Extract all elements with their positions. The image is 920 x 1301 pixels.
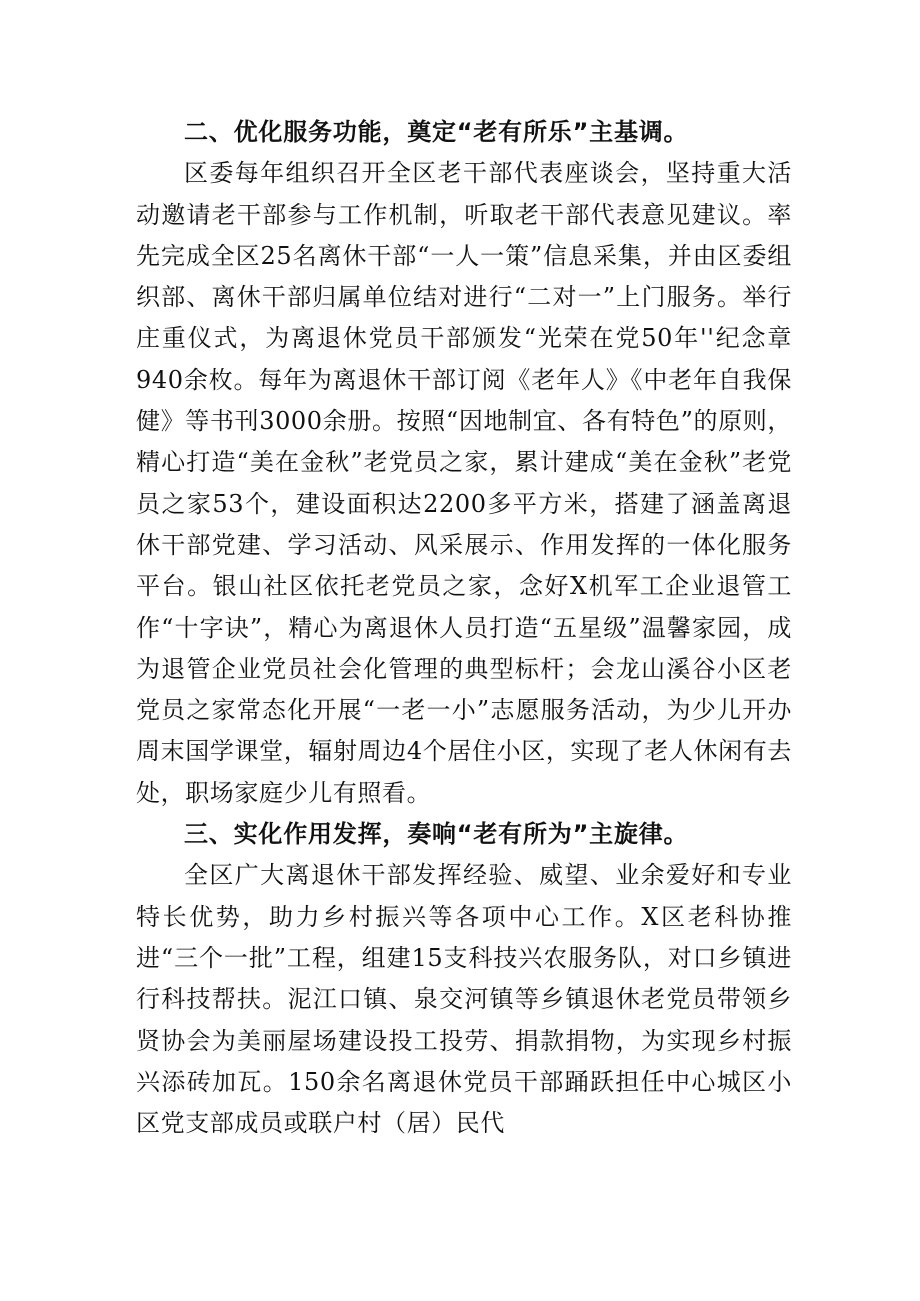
section-3-paragraph: 全区广大离退休干部发挥经验、威望、业余爱好和专业特长优势，助力乡村振兴等各项中心工作。X区老科协推进“三个一批”工程，组建15支科技兴农服务队，对口乡镇进行科技帮扶。泥江口镇、泉交河镇等乡镇退休老党员带领乡贤协会为美丽屋场建设投工投劳、捐款捐物，为实现乡村振兴添砖加瓦。150余名离退休党员干部踊跃担任中心城区小区党支部成员或联户村（居）民代 xyxy=(136,861,792,1138)
section-3-heading: 三、实化作用发挥，奏响“老有所为”主旋律。 xyxy=(184,820,689,849)
section-2-paragraph: 区委每年组织召开全区老干部代表座谈会，坚持重大活动邀请老干部参与工作机制，听取老干部代表意见建议。率先完成全区25名离休干部“一人一策”信息采集，并由区委组织部、离休干部归属单位结对进行“二对一”上门服务。举行庄重仪式，为离退休党员干部颁发“光荣在党50年''纪念章940余枚。每年为离退休干部订阅《老年人》《中老年自我保健》等书刊3000余册。按照“因地制宜、各有特色”的原则，精心打造“美在金秋”老党员之家，累计建成“美在金秋”老党员之家53个，建设面积达2200多平方米，搭建了涵盖离退休干部党建、学习活动、风采展示、作用发挥的一体化服务平台。银山社区依托老党员之家，念好X机军工企业退管工作“十字诀”，精心为离退休人员打造“五星级”温馨家园，成为退管企业党员社会化管理的典型标杆；会龙山溪谷小区老党员之家常态化开展“一老一小”志愿服务活动，为少儿开办周末国学课堂，辐射周边4个居住小区，实现了老人休闲有去处，职场家庭少儿有照看。 xyxy=(136,159,792,807)
document-body xyxy=(136,112,792,1144)
section-2-heading: 二、优化服务功能，奠定“老有所乐”主基调。 xyxy=(184,118,689,146)
